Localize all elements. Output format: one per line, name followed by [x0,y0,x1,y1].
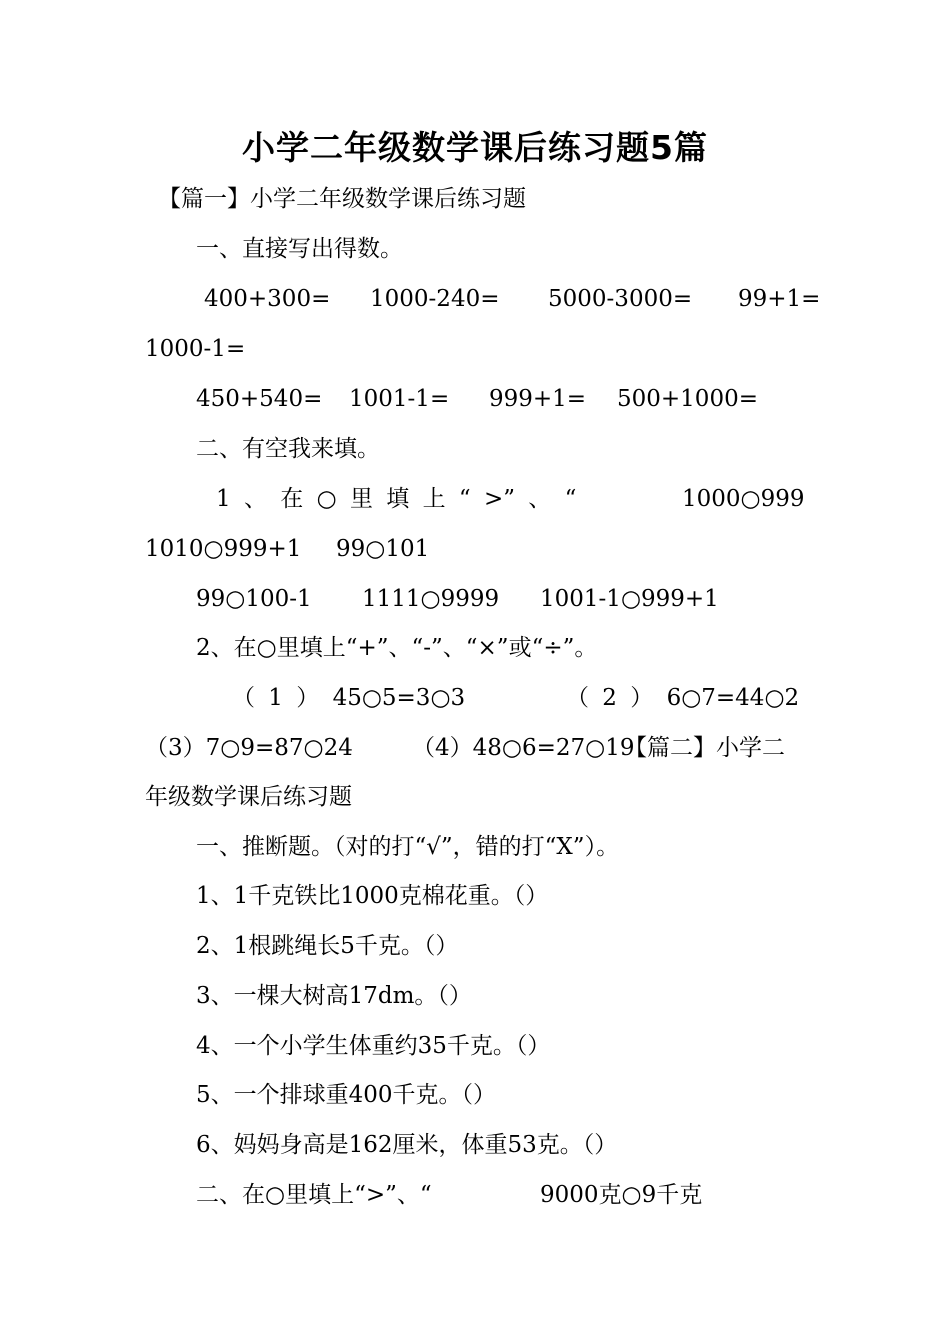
part2-q1-label: 一、推断题。（对的打“√”，错的打“X”）。 [196,834,620,860]
true-false-item: 5、一个排球重400千克。（） [196,1082,497,1108]
expression: 400+300= [204,286,331,312]
expression: 450+540= [196,386,323,412]
comparison: 1010○999+1 [145,536,302,562]
comparison: 1001-1○999+1 [540,586,719,612]
expression: 99+1= [738,286,821,312]
operator-problem: （3）7○9=87○24 [145,735,353,761]
expression: 5000-3000= [548,286,693,312]
true-false-item: 4、一个小学生体重约35千克。（） [196,1033,551,1059]
operator-problem: （ 2 ） 6○7=44○2 [566,685,800,711]
expression: 500+1000= [617,386,758,412]
document-title: 小学二年级数学课后练习题5篇 [242,128,708,167]
expression: 1000-240= [370,286,500,312]
true-false-item: 2、1根跳绳长5千克。（） [196,933,459,959]
part2-q2-label: 二、在○里填上“>”、“ [196,1182,432,1208]
part2-heading-start: 【篇二】小学二 [624,735,785,761]
comparison: 1111○9999 [362,586,500,612]
comparison: 9000克○9千克 [540,1182,703,1208]
true-false-item: 1、1千克铁比1000克棉花重。（） [196,883,549,909]
expression: 1001-1= [349,386,450,412]
sub1-intro: 1 、 在 ○ 里 填 上 “ >” 、 “ [216,486,577,512]
part2-heading-end: 年级数学课后练习题 [145,784,352,810]
part1-q1-row1-wrap: 1000-1= [145,336,246,362]
operator-problem: （ 1 ） 45○5=3○3 [232,685,466,711]
true-false-item: 3、一棵大树高17dm。（） [196,983,472,1009]
part1-heading: 【篇一】小学二年级数学课后练习题 [158,186,526,212]
operator-problem: （4）48○6=27○19 [412,735,635,761]
part1-q2-label: 二、有空我来填。 [196,436,380,462]
part1-q2-sub2-intro: 2、在○里填上“+”、“-”、“×”或“÷”。 [196,635,598,661]
comparison: 99○101 [336,536,430,562]
part1-q1-label: 一、直接写出得数。 [196,236,403,262]
comparison: 99○100-1 [196,586,312,612]
true-false-item: 6、妈妈身高是162厘米，体重53克。（） [196,1132,618,1158]
expression: 999+1= [489,386,587,412]
comparison: 1000○999 [682,486,805,512]
